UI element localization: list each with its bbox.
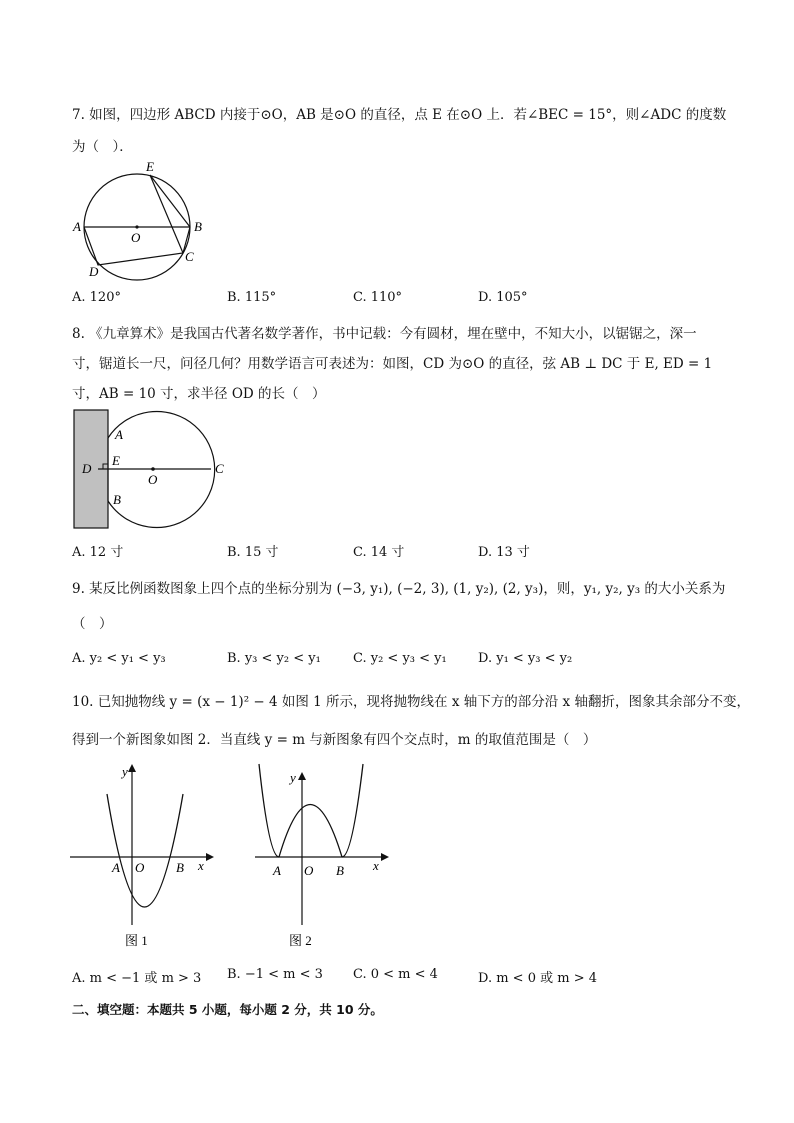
q7-option-a: A. 120° bbox=[72, 290, 121, 305]
q10-figure-2 bbox=[245, 762, 395, 952]
fig1-label-A: A bbox=[112, 860, 120, 875]
q10-stem-line2: 得到一个新图象如图 2．当直线 y = m 与新图象有四个交点时，m 的取值范围是（ ） bbox=[72, 732, 597, 748]
q9-option-c: C. y₂ < y₃ < y₁ bbox=[353, 651, 447, 666]
q8-figure bbox=[72, 408, 242, 533]
fig1-label-x: x bbox=[198, 858, 204, 873]
fig2-label-O: O bbox=[304, 863, 314, 878]
q8-label-D: D bbox=[82, 461, 92, 476]
q7-stem-line2: 为（ ）． bbox=[72, 139, 133, 155]
q10-figure-1 bbox=[70, 762, 220, 952]
fig2-label-y: y bbox=[290, 770, 296, 785]
fig2-caption: 图 2 bbox=[289, 933, 312, 948]
q10-option-d: D. m < 0 或 m > 4 bbox=[478, 971, 597, 986]
q7-stem-line1: 7. 如图，四边形 ABCD 内接于⊙O，AB 是⊙O 的直径，点 E 在⊙O 上．若∠BEC = 15°，则∠ADC 的度数 bbox=[72, 107, 727, 123]
q8-stem-line3: 寸，AB = 10 寸，求半径 OD 的长（ ） bbox=[72, 386, 326, 402]
q9-stem-line2: （ ） bbox=[72, 616, 113, 632]
q10-option-c: C. 0 < m < 4 bbox=[353, 967, 438, 982]
q8-label-E: E bbox=[112, 453, 120, 468]
q10-stem-line1: 10. 已知抛物线 y = (x − 1)² − 4 如图 1 所示，现将抛物线在 x 轴下方的部分沿 x 轴翻折，图象其余部分不变， bbox=[72, 694, 750, 710]
q9-option-a: A. y₂ < y₁ < y₃ bbox=[72, 651, 166, 666]
q7-label-B: B bbox=[194, 219, 202, 234]
q8-option-b: B. 15 寸 bbox=[227, 545, 279, 560]
fig1-label-O: O bbox=[135, 860, 145, 875]
q7-label-O: O bbox=[131, 230, 141, 245]
q7-figure bbox=[70, 160, 210, 285]
q8-option-d: D. 13 寸 bbox=[478, 545, 530, 560]
q8-label-A: A bbox=[115, 427, 123, 442]
section-2-header: 二、填空题：本题共 5 小题，每小题 2 分，共 10 分。 bbox=[72, 1002, 383, 1017]
q8-label-O: O bbox=[148, 472, 158, 487]
q9-option-b: B. y₃ < y₂ < y₁ bbox=[227, 651, 321, 666]
q7-option-c: C. 110° bbox=[353, 290, 403, 305]
fig1-label-B: B bbox=[176, 860, 184, 875]
fig2-label-A: A bbox=[273, 863, 281, 878]
q8-label-C: C bbox=[215, 461, 224, 476]
q8-stem-line2: 寸，锯道长一尺，问径几何？用数学语言可表述为：如图，CD 为⊙O 的直径，弦 AB ⊥ DC 于 E, ED = 1 bbox=[72, 356, 713, 372]
fig1-label-y: y bbox=[122, 764, 128, 779]
q7-label-A: A bbox=[73, 219, 81, 234]
q9-stem-line1: 9. 某反比例函数图象上四个点的坐标分别为 (−3, y₁), (−2, 3), (1, y₂), (2, y₃)，则，y₁, y₂, y₃ 的大小关系为 bbox=[72, 581, 726, 597]
q9-option-d: D. y₁ < y₃ < y₂ bbox=[478, 651, 573, 666]
q8-label-B: B bbox=[113, 492, 121, 507]
q10-option-a: A. m < −1 或 m > 3 bbox=[72, 971, 202, 986]
q8-stem-line1: 8. 《九章算术》是我国古代著名数学著作，书中记载：今有圆材，埋在壁中，不知大小，以锯锯之，深一 bbox=[72, 326, 697, 342]
q7-label-D: D bbox=[89, 264, 99, 279]
q8-option-c: C. 14 寸 bbox=[353, 545, 405, 560]
q7-option-b: B. 115° bbox=[227, 290, 277, 305]
fig2-label-B: B bbox=[336, 863, 344, 878]
q7-label-E: E bbox=[146, 159, 154, 174]
q10-option-b: B. −1 < m < 3 bbox=[227, 967, 323, 982]
fig1-caption: 图 1 bbox=[125, 933, 148, 948]
fig2-label-x: x bbox=[373, 858, 379, 873]
q8-option-a: A. 12 寸 bbox=[72, 545, 124, 560]
q7-label-C: C bbox=[185, 249, 194, 264]
q7-option-d: D. 105° bbox=[478, 290, 528, 305]
